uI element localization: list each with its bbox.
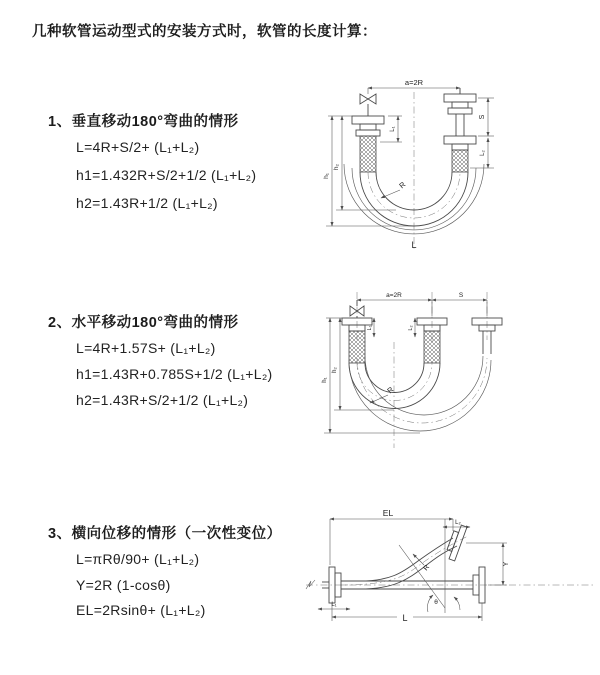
dim-label-h1: h₁ (322, 377, 328, 383)
dim-l2 (408, 318, 415, 337)
dim-label-y: Y (503, 561, 510, 567)
dim-label-r: R (397, 179, 408, 191)
dim-label-span: a=2R (386, 292, 402, 299)
right-braid-hose (452, 150, 468, 172)
dim-theta (427, 595, 460, 612)
diagram-vertical-180-bend (310, 72, 595, 257)
dim-s (432, 292, 487, 300)
radius-construction-line (399, 545, 445, 608)
break-mark (306, 580, 315, 589)
formula-line: Y=2R (1-cosθ) (76, 577, 171, 593)
displaced-flange (444, 523, 467, 561)
right-flange (444, 88, 476, 150)
dim-l1 (367, 318, 374, 337)
dim-label-h2: h₂ (332, 367, 338, 373)
dim-label-r: R (422, 563, 432, 573)
dim-h1 (322, 318, 420, 433)
hose-u-position-2 (349, 356, 491, 431)
dim-l2 (470, 138, 494, 168)
dim-label-s: S (479, 114, 486, 120)
dim-l2 (443, 520, 470, 527)
dim-label-el: EL (382, 508, 394, 518)
diagram-horizontal-180-bend (312, 290, 598, 455)
diagram-lateral-displacement (300, 505, 600, 645)
dim-label-l1: L₁ (390, 126, 396, 132)
dim-s (478, 98, 494, 136)
dim-label-h1: h₁ (323, 173, 330, 179)
left-braid-hose (360, 136, 376, 172)
dim-label-l2: L₂ (455, 520, 461, 526)
formula-line: EL=2Rsinθ+ (L₁+L₂) (76, 602, 206, 618)
formula-line: L=πRθ/90+ (L₁+L₂) (76, 551, 200, 567)
dim-label-length: L (402, 613, 408, 623)
valve-icon (360, 94, 376, 116)
formula-line: h1=1.43R+0.785S+1/2 (L₁+L₂) (76, 366, 273, 382)
dim-label-h2: h₂ (333, 163, 340, 171)
middle-braid-hose (424, 331, 440, 363)
section-3-heading: 3、横向位移的情形（一次性变位） (48, 526, 282, 542)
dim-label-length: L (411, 240, 417, 250)
dim-label-theta: θ (434, 599, 438, 606)
dim-l1 (380, 116, 402, 142)
section-2-heading: 2、水平移动180°弯曲的情形 (48, 315, 239, 331)
formula-line: h1=1.432R+S/2+1/2 (L₁+L₂) (76, 167, 257, 183)
page-title: 几种软管运动型式的安装方式时，软管的长度计算： (32, 24, 377, 40)
dim-label-s: S (458, 292, 464, 299)
dim-el (330, 508, 453, 565)
dim-label-l2: L₂ (408, 325, 414, 331)
dim-span (368, 78, 460, 94)
dim-span (357, 292, 432, 300)
dim-label-l1: L₁ (367, 325, 373, 331)
dim-label-l1: L₁ (331, 602, 337, 608)
section-1-heading: 1、垂直移动180°弯曲的情形 (48, 114, 239, 130)
dim-l1 (318, 602, 350, 609)
formula-line: L=4R+1.57S+ (L₁+L₂) (76, 340, 216, 356)
formula-line: h2=1.43R+S/2+1/2 (L₁+L₂) (76, 392, 249, 408)
dim-label-span: a=2R (404, 78, 424, 87)
left-flange (352, 116, 384, 136)
dim-label-l2: L₂ (480, 150, 486, 156)
dim-label-r: R (385, 384, 396, 396)
dim-r (381, 180, 408, 198)
formula-line: h2=1.43R+1/2 (L₁+L₂) (76, 195, 218, 211)
formula-line: L=4R+S/2+ (L₁+L₂) (76, 139, 200, 155)
